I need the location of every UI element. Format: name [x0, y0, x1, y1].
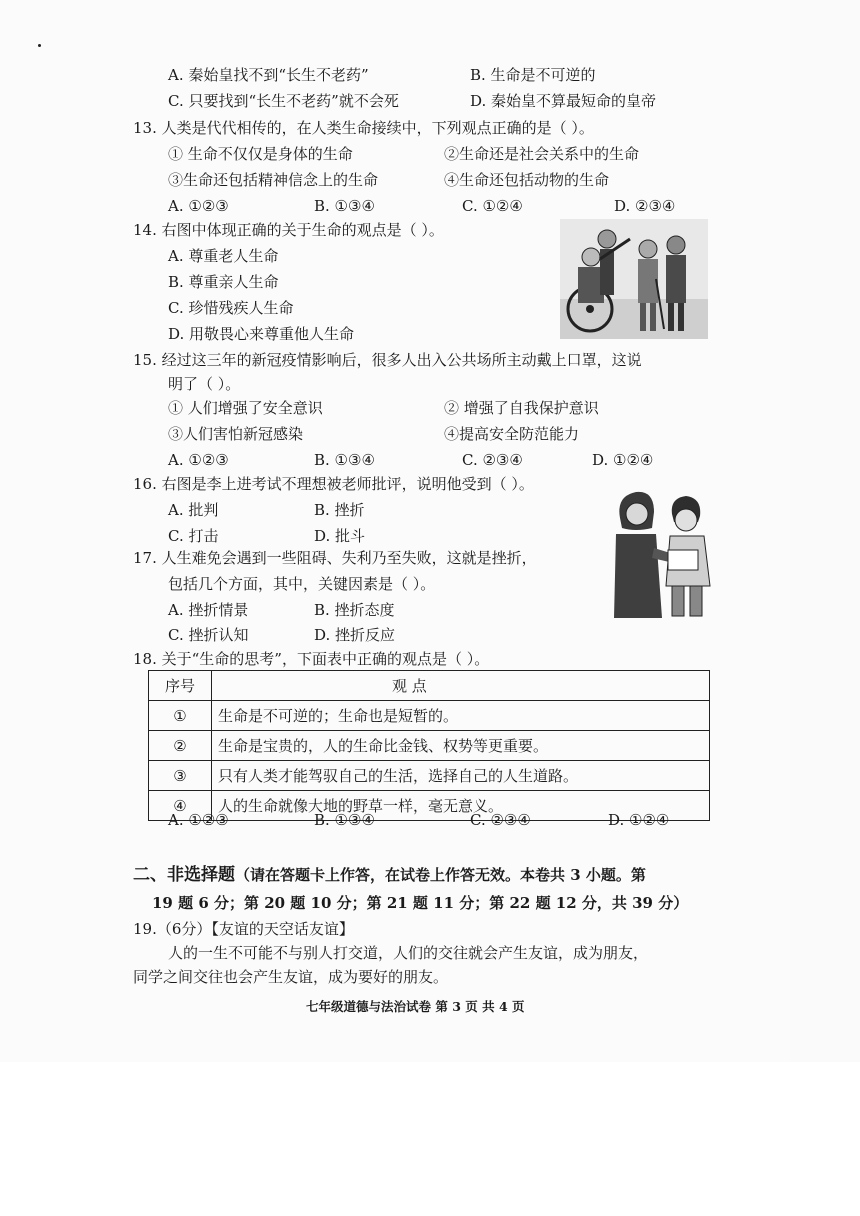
scanner-background: [0, 1062, 860, 1216]
q16-choice-a: A. 批判: [168, 501, 219, 519]
q12-option-b: B. 生命是不可逆的: [470, 66, 596, 84]
table-row-number: ③: [149, 761, 212, 791]
q14-choice-d: D. 用敬畏心来尊重他人生命: [168, 325, 355, 343]
table-row-text: 人的生命就像大地的野草一样，毫无意义。: [212, 791, 710, 821]
q13-choice-b: B. ①③④: [314, 197, 375, 215]
q17-choice-c: C. 挫折认知: [168, 626, 249, 644]
q12-option-d: D. 秦始皇不算最短命的皇帝: [470, 92, 657, 110]
table-row-text: 生命是不可逆的；生命也是短暂的。: [212, 701, 710, 731]
table-header-viewpoint: 观 点: [212, 671, 710, 701]
q12-option-c: C. 只要找到“长生不老药”就不会死: [168, 92, 399, 110]
table-row-number: ④: [149, 791, 212, 821]
q17-choice-b: B. 挫折态度: [314, 601, 395, 619]
q18-choice-a: A. ①②③: [168, 811, 229, 829]
q15-choice-c: C. ②③④: [462, 451, 523, 469]
table-row: [149, 731, 710, 761]
q17-stem-line2: 包括几个方面，其中，关键因素是（ ）。: [168, 575, 436, 593]
q17-choice-a: A. 挫折情景: [168, 601, 249, 619]
q16-illustration-teacher-student: [606, 478, 718, 618]
table-header-number: 序号: [149, 671, 212, 701]
section2-note-line1: （请在答题卡上作答，在试卷上作答无效。本卷共 3 小题。第: [235, 866, 646, 884]
q13-choice-d: D. ②③④: [614, 197, 676, 215]
q16-choice-d: D. 批斗: [314, 527, 366, 545]
q14-choice-c: C. 珍惜残疾人生命: [168, 299, 294, 317]
q17-stem-line1: 17. 人生难免会遇到一些阻碍、失利乃至失败，这就是挫折，: [133, 549, 537, 567]
q13-item-4: ④生命还包括动物的生命: [444, 171, 610, 189]
q12-option-a: A. 秦始皇找不到“长生不老药”: [168, 66, 369, 84]
q18-stem: 18. 关于“生命的思考”，下面表中正确的观点是（ ）。: [133, 650, 490, 668]
q16-choice-b: B. 挫折: [314, 501, 365, 519]
table-row-number: ②: [149, 731, 212, 761]
q17-choice-d: D. 挫折反应: [314, 626, 396, 644]
page-footer: 七年级道德与法治试卷 第 3 页 共 4 页: [306, 999, 525, 1014]
q15-choice-a: A. ①②③: [168, 451, 229, 469]
q15-choice-b: B. ①③④: [314, 451, 375, 469]
q15-item-2: ② 增强了自我保护意识: [444, 399, 599, 417]
q15-item-1: ① 人们增强了安全意识: [168, 399, 323, 417]
q13-choice-a: A. ①②③: [168, 197, 229, 215]
q16-stem: 16. 右图是李上进考试不理想被老师批评，说明他受到（ ）。: [133, 475, 534, 493]
section2-title: 二、非选择题: [133, 865, 235, 885]
q13-item-3: ③生命还包括精神信念上的生命: [168, 171, 379, 189]
q15-item-3: ③人们害怕新冠感染: [168, 425, 304, 443]
table-header-row: [149, 671, 710, 701]
table-row-number: ①: [149, 701, 212, 731]
scan-speck: [38, 44, 41, 47]
table-row: [149, 761, 710, 791]
q18-choice-b: B. ①③④: [314, 811, 375, 829]
q14-choice-b: B. 尊重亲人生命: [168, 273, 279, 291]
q13-item-2: ②生命还是社会关系中的生命: [444, 145, 640, 163]
q14-stem: 14. 右图中体现正确的关于生命的观点是（ ）。: [133, 221, 444, 239]
q18-viewpoint-table: [148, 670, 710, 821]
q18-choice-d: D. ①②④: [608, 811, 670, 829]
section2-heading: [133, 864, 646, 886]
q19-paragraph-line2: 同学之间交往也会产生友谊，成为要好的朋友。: [133, 968, 449, 986]
table-row-text: 只有人类才能驾驭自己的生活，选择自己的人生道路。: [212, 761, 710, 791]
q13-stem: 13. 人类是代代相传的，在人类生命接续中，下列观点正确的是（ ）。: [133, 119, 594, 137]
q13-choice-c: C. ①②④: [462, 197, 523, 215]
table-row: [149, 701, 710, 731]
q15-stem-line2: 明了（ ）。: [168, 375, 241, 393]
q14-choice-a: A. 尊重老人生命: [168, 247, 279, 265]
table-row-text: 生命是宝贵的，人的生命比金钱、权势等更重要。: [212, 731, 710, 761]
scan-margin: [790, 0, 860, 1070]
q19-paragraph-line1: 人的一生不可能不与别人打交道，人们的交往就会产生友谊，成为朋友，: [168, 944, 649, 962]
q18-choice-c: C. ②③④: [470, 811, 531, 829]
q13-item-1: ① 生命不仅仅是身体的生命: [168, 145, 353, 163]
q14-illustration-elderly-care: [560, 219, 708, 339]
q16-choice-c: C. 打击: [168, 527, 219, 545]
section2-note-line2: 19 题 6 分；第 20 题 10 分；第 21 题 11 分；第 22 题 12 分，共 39 分）: [152, 894, 689, 912]
q15-item-4: ④提高安全防范能力: [444, 425, 580, 443]
q19-stem: 19.（6分）【友谊的天空话友谊】: [133, 920, 354, 938]
q15-choice-d: D. ①②④: [592, 451, 654, 469]
q15-stem-line1: 15. 经过这三年的新冠疫情影响后，很多人出入公共场所主动戴上口罩，这说: [133, 351, 642, 369]
